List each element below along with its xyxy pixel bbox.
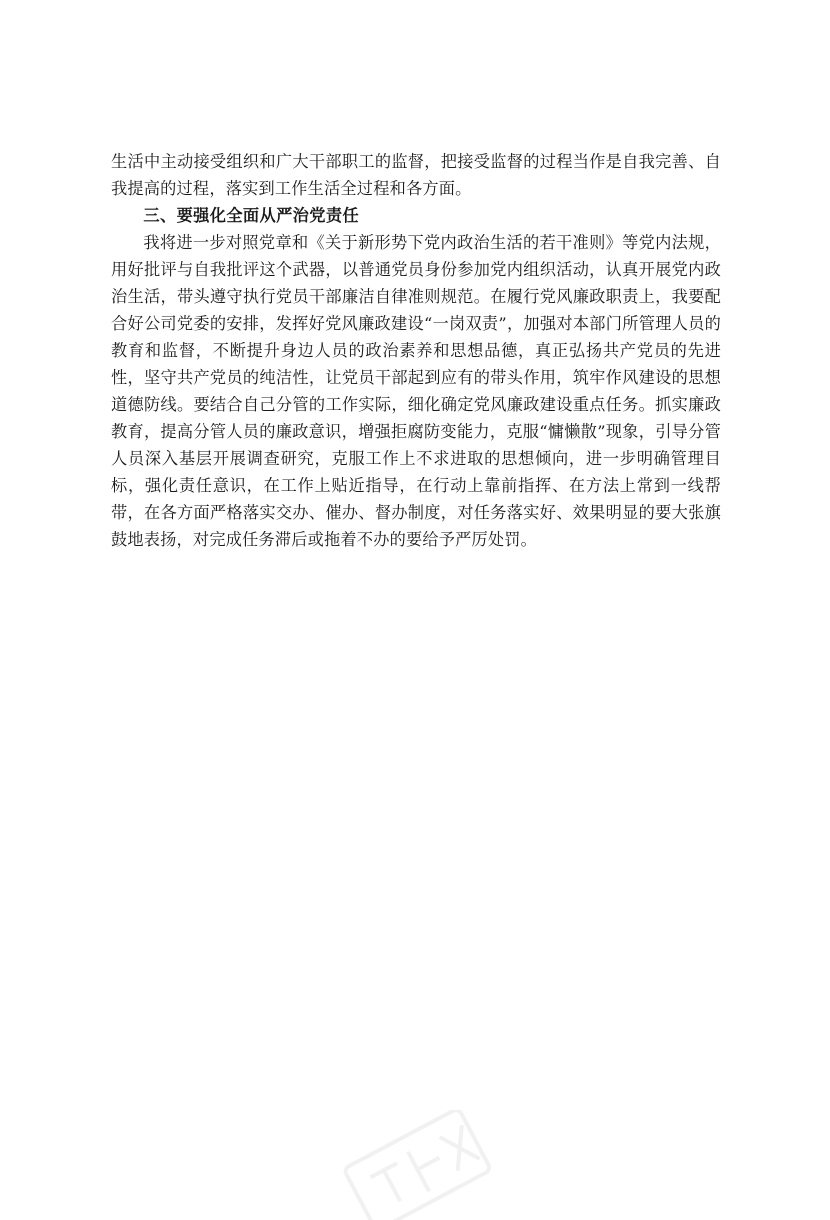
section-heading: 三、要强化全面从严治党责任 xyxy=(143,206,360,225)
continued-paragraph: 生活中主动接受组织和广大干部职工的监督，把接受监督的过程当作是自我完善、自我提高的过程，落实到工作生活全过程和各方面。 xyxy=(111,152,721,198)
watermark-stamp-icon xyxy=(330,1110,500,1220)
body-paragraph: 我将进一步对照党章和《关于新形势下党内政治生活的若干准则》等党内法规，用好批评与自我批评这个武器，以普通党员身份参加党内组织活动，认真开展党内政治生活，带头遵守执行党员干部廉洁自律准则规范。在履行党风廉政职责上，我要配合好公司党委的安排，发挥好党风廉政建设“一岗双责”，加强对本部门所管理人员的教育和监督，不断提升身边人员的政治素养和思想品德，真正弘扬共产党员的先进性，坚守共产党员的纯洁性，让党员干部起到应有的带头作用，筑牢作风建设的思想道德防线。要结合自己分管的工作实际，细化确定党风廉政建设重点任务。抓实廉政教育，提高分管人员的廉政意识，增强拒腐防变能力，克服“慵懒散”现象，引导分管人员深入基层开展调查研究，克服工作上不求进取的思想倾向，进一步明确管理目标，强化责任意识，在工作上贴近指导，在行动上靠前指挥、在方法上常到一线帮带，在各方面严格落实交办、催办、督办制度，对任务落实好、效果明显的要大张旗鼓地表扬，对完成任务滞后或拖着不办的要给予严厉处罚。 xyxy=(111,233,721,549)
document-body xyxy=(111,148,721,553)
